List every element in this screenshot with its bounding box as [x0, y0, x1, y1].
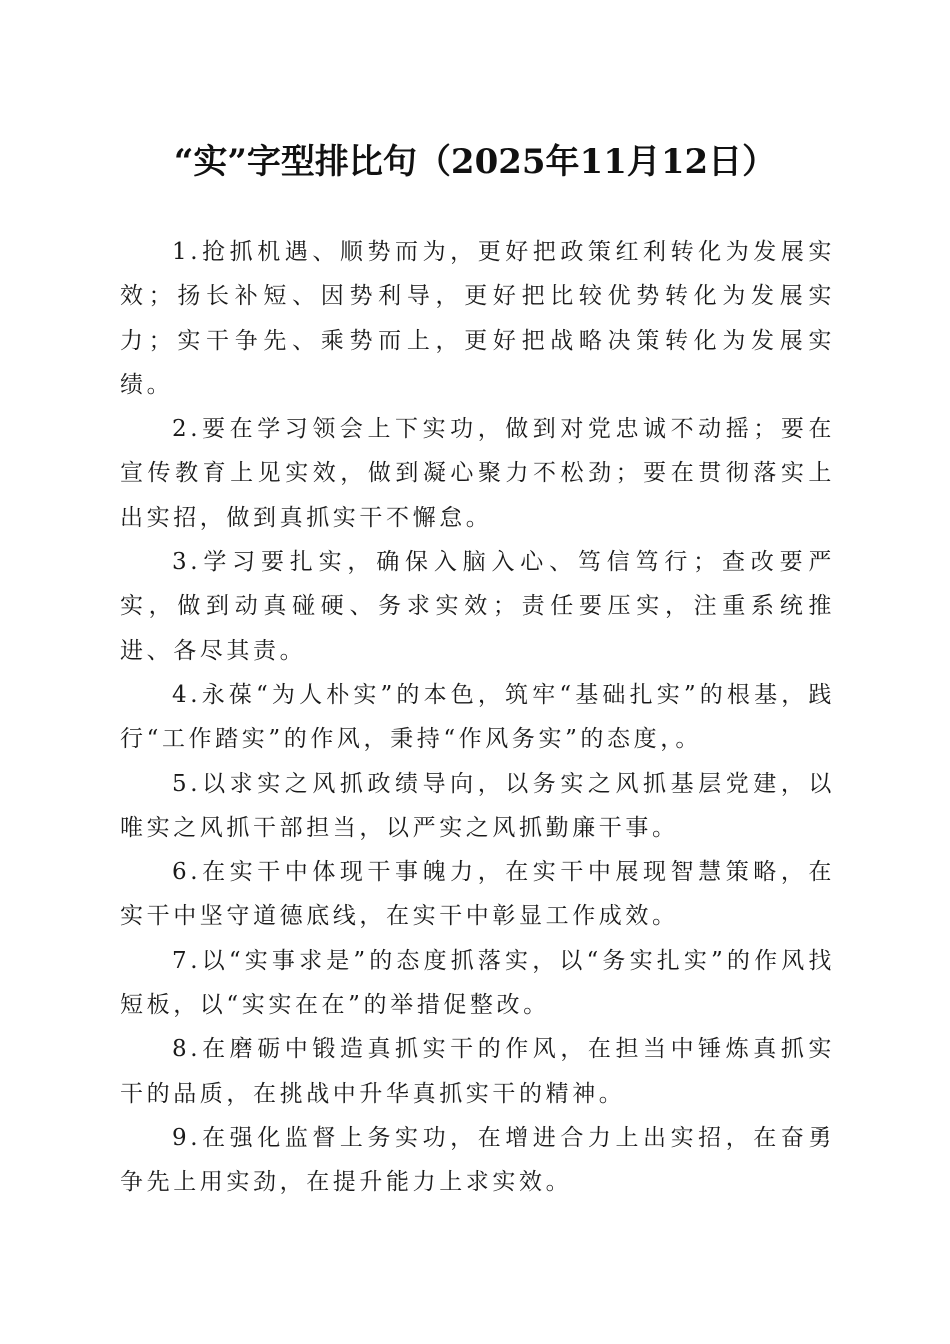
document-title: “实”字型排比句（2025年11月12日） [173, 142, 777, 182]
paragraph-1: 1.抢抓机遇、顺势而为，更好把政策红利转化为发展实效；扬长补短、因势利导，更好把比较优势转化为发展实力；实干争先、乘势而上，更好把战略决策转化为发展实绩。 [120, 239, 835, 398]
paragraph-7: 7.以“实事求是”的态度抓落实，以“务实扎实”的作风找短板，以“实实在在”的举措促整改。 [120, 947, 835, 1019]
paragraph-4: 4.永葆“为人朴实”的本色，筑牢“基础扎实”的根基，践行“工作踏实”的作风，秉持“作风务实”的态度，。 [120, 681, 835, 753]
document-body [120, 230, 835, 1205]
paragraph-5: 5.以求实之风抓政绩导向，以务实之风抓基层党建，以唯实之风抓干部担当，以严实之风抓勤廉干事。 [120, 770, 835, 841]
paragraph-8: 8.在磨砺中锻造真抓实干的作风，在担当中锤炼真抓实干的品质，在挑战中升华真抓实干的精神。 [120, 1036, 835, 1107]
paragraph-6: 6.在实干中体现干事魄力，在实干中展现智慧策略，在实干中坚守道德底线，在实干中彰显工作成效。 [120, 859, 835, 930]
paragraph-2: 2.要在学习领会上下实功，做到对党忠诚不动摇；要在宣传教育上见实效，做到凝心聚力不松劲；要在贯彻落实上出实招，做到真抓实干不懈怠。 [120, 416, 835, 531]
paragraph-3: 3.学习要扎实，确保入脑入心、笃信笃行；查改要严实，做到动真碰硬、务求实效；责任要压实，注重系统推进、各尽其责。 [120, 549, 835, 664]
paragraph-9: 9.在强化监督上务实功，在增进合力上出实招，在奋勇争先上用实劲，在提升能力上求实效。 [120, 1124, 835, 1196]
